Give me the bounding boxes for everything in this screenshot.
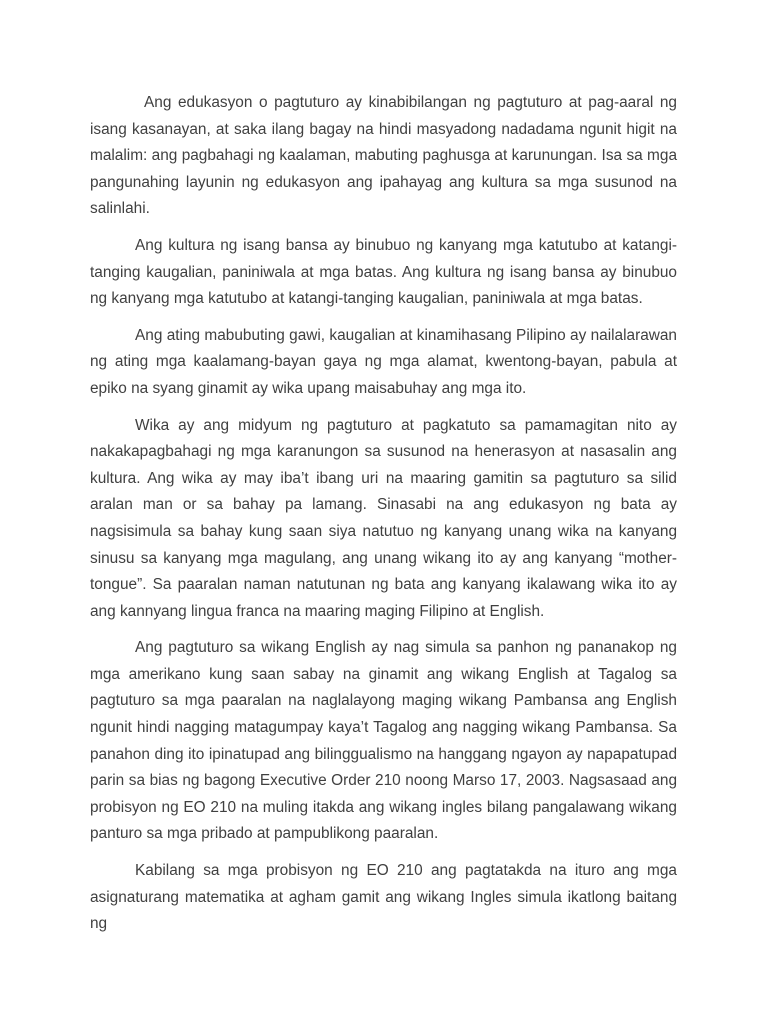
- paragraph-6: Kabilang sa mga probisyon ng EO 210 ang pagtatakda na ituro ang mga asignaturang matematika at agham gamit ang wikang Ingles simula ikatlong baitang ng: [90, 862, 677, 933]
- paragraph-5: Ang pagtuturo sa wikang English ay nag simula sa panhon ng pananakop ng mga amerikano kung saan sabay na ginamit ang wikang English at Tagalog sa pagtuturo sa mga paaralan na naglalayong maging wikang Pambansa ang English ngunit hindi nagging matagumpay kaya’t Tagalog ang nagging wikang Pambansa. Sa panahon ding ito ipinatupad ang bilinggualismo na hanggang ngayon ay napapatupad parin sa bias ng bagong Executive Order 210 noong Marso 17, 2003. Nagsasaad ang probisyon ng EO 210 na muling itakda ang wikang ingles bilang pangalawang wikang panturo sa mga pribado at pampublikong paaralan.: [90, 639, 677, 843]
- paragraph-4: Wika ay ang midyum ng pagtuturo at pagkatuto sa pamamagitan nito ay nakakapagbahagi ng mga karanungon sa susunod na henerasyon at nasasalin ang kultura. Ang wika ay may iba’t ibang uri na maaring gamitin sa pagtuturo sa silid aralan man or sa bahay pa lamang. Sinasabi na ang edukasyon ng bata ay nagsisimula sa bahay kung saan siya natutuo ng kanyang unang wika na kanyang sinusu sa kanyang mga magulang, ang unang wikang ito ay ang kanyang “mother-tongue”. Sa paaralan naman natutunan ng bata ang kanyang ikalawang wika ito ay ang kannyang lingua franca na maaring maging Filipino at English.: [90, 416, 677, 620]
- paragraph-1: Ang edukasyon o pagtuturo ay kinabibilangan ng pagtuturo at pag-aaral ng isang kasanayan, at saka ilang bagay na hindi masyadong nadadama ngunit higit na malalim: ang pagbahagi ng kaalaman, mabuting paghusga at karunungan. Isa sa mga pangunahing layunin ng edukasyon ang ipahayag ang kultura sa mga susunod na salinlahi.: [90, 94, 677, 218]
- document-body: [90, 90, 677, 948]
- paragraph-3: Ang ating mabubuting gawi, kaugalian at kinamihasang Pilipino ay nailalarawan ng ating mga kaalamang-bayan gaya ng mga alamat, kwentong-bayan, pabula at epiko na syang ginamit ay wika upang maisabuhay ang mga ito.: [90, 326, 677, 397]
- paragraph-2: Ang kultura ng isang bansa ay binubuo ng kanyang mga katutubo at katangi-tanging kaugalian, paniniwala at mga batas. Ang kultura ng isang bansa ay binubuo ng kanyang mga katutubo at katangi-tanging kaugalian, paniniwala at mga batas.: [90, 236, 677, 308]
